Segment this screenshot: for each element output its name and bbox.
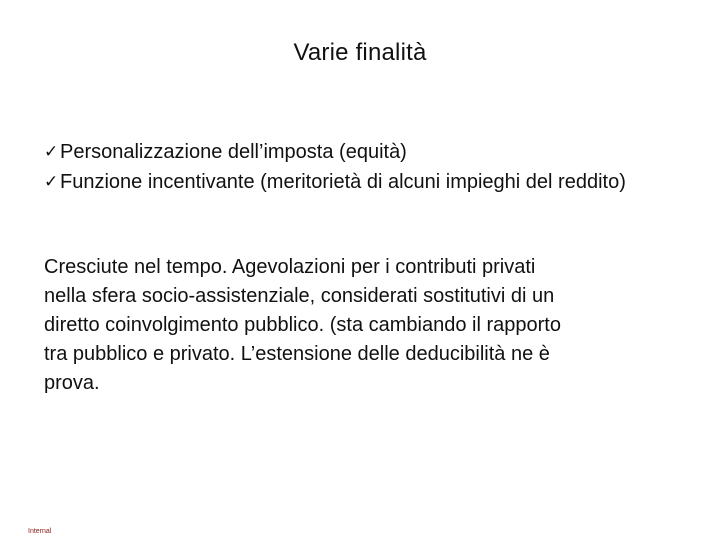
bullet-text: Personalizzazione dell’imposta (equità)	[60, 141, 407, 163]
slide-title: Varie finalità	[293, 39, 427, 66]
body-paragraph	[44, 253, 684, 398]
paragraph-line: tra pubblico e privato. L’estensione delle deducibilità ne è	[44, 343, 550, 365]
paragraph-line: Cresciute nel tempo. Agevolazioni per i contributi privati	[44, 256, 536, 278]
paragraph-line: nella sfera socio-assistenziale, considerati sostitutivi di un	[44, 285, 555, 307]
classification-label: Internal	[28, 528, 52, 535]
bullet-list	[44, 137, 684, 197]
paragraph-line: prova.	[44, 372, 100, 394]
checkmark-icon: ✓	[44, 172, 59, 191]
bullet-item	[44, 137, 684, 167]
paragraph-line: diretto coinvolgimento pubblico. (sta cambiando il rapporto	[44, 314, 561, 336]
bullet-item	[44, 167, 684, 197]
checkmark-icon: ✓	[44, 142, 59, 161]
bullet-text: Funzione incentivante (meritorietà di alcuni impieghi del reddito)	[60, 171, 626, 193]
